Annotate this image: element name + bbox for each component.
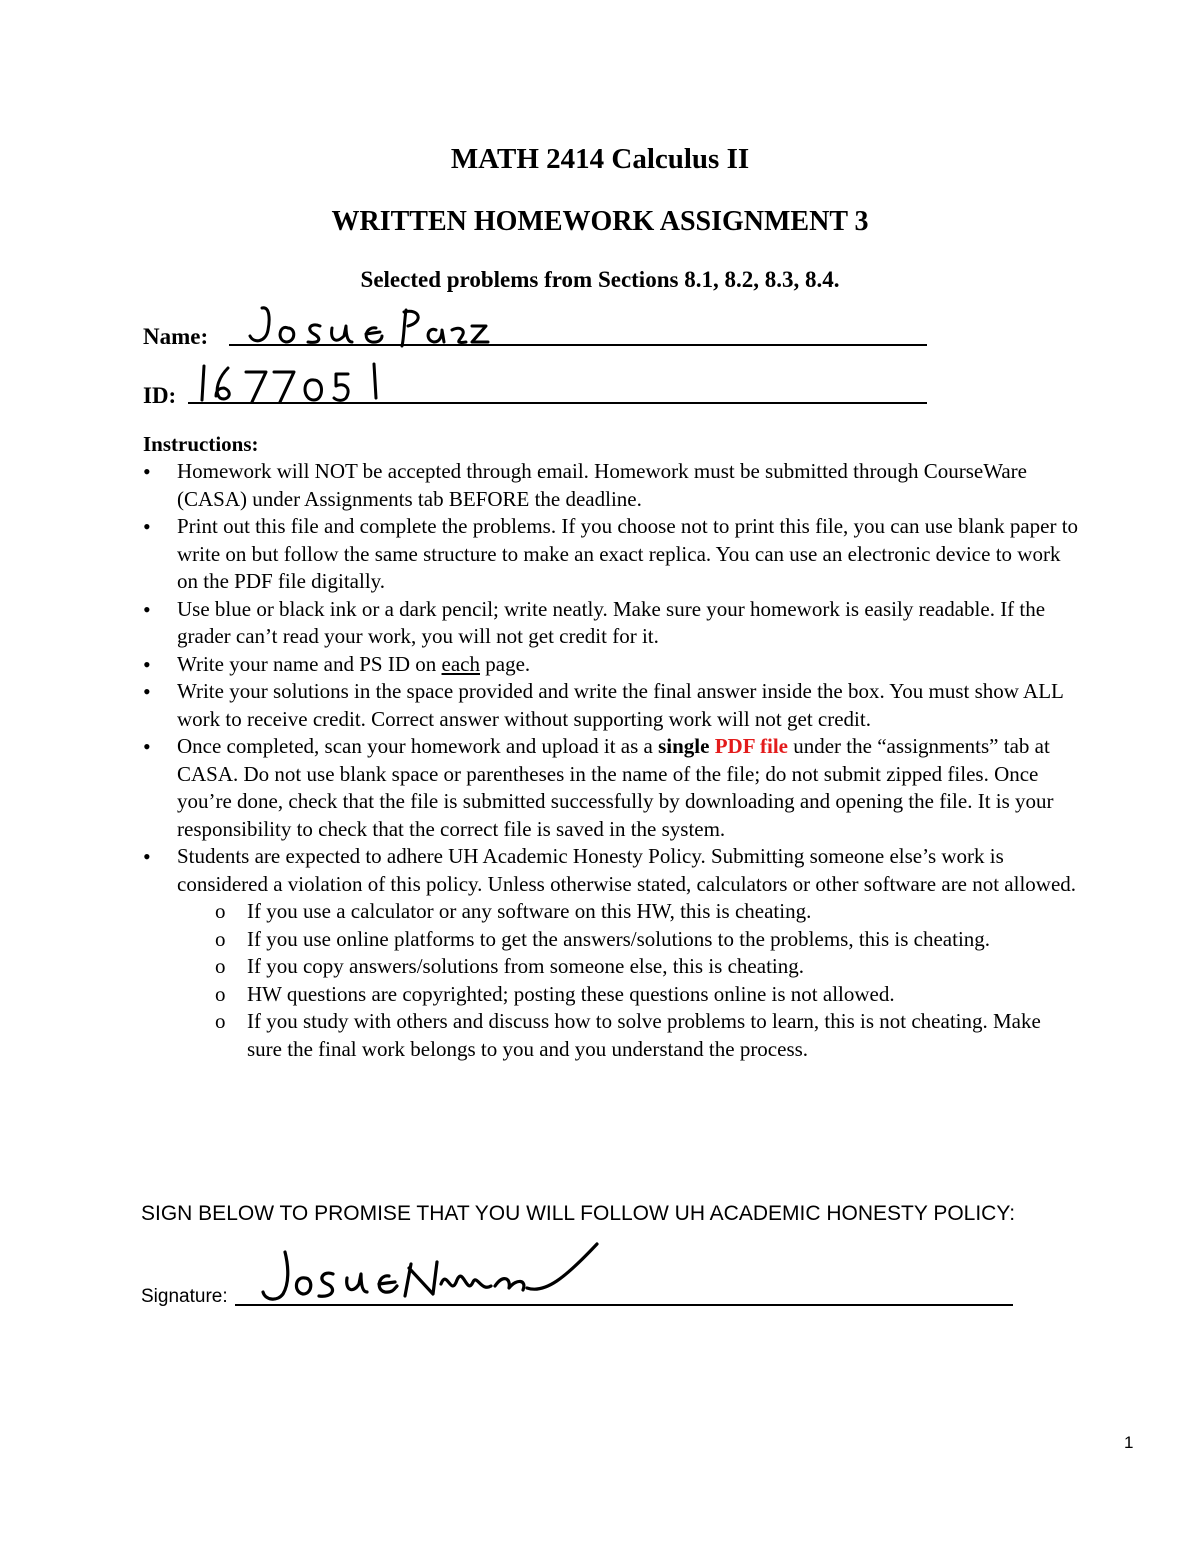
instruction-text: Homework will NOT be accepted through email. Homework must be submitted through CourseWare (CASA) under Assignments tab BEFORE the deadline. [177, 459, 1027, 511]
instruction-text: Use blue or black ink or a dark pencil; write neatly. Make sure your homework is easily readable. If the grader can’t read your work, you will not get credit for it. [177, 596, 1046, 648]
assignment-title: WRITTEN HOMEWORK ASSIGNMENT 3 [331, 206, 869, 237]
honesty-sublist [177, 898, 1081, 1063]
sections-subtitle: Selected problems from Sections 8.1, 8.2, 8.3, 8.4. [360, 267, 840, 292]
instruction-text: Students are expected to adhere UH Academic Honesty Policy. Submitting someone else’s work is considered a violation of this policy. Unless otherwise stated, calculators or other software are not allowed. [177, 844, 1077, 896]
sub-item-text: If you study with others and discuss how to solve problems to learn, this is not cheating. Make sure the final work belongs to you and you understand the process. [247, 1009, 1041, 1061]
instruction-text: Print out this file and complete the problems. If you choose not to print this file, you can use blank paper to write on but follow the same structure to make an exact replica. You can use an electronic device to work on the PDF file digitally. [177, 514, 1079, 593]
name-label: Name: [143, 324, 209, 349]
instructions-list [141, 458, 1081, 1063]
underlined-word: each [441, 651, 480, 676]
sub-list-item [177, 981, 1081, 1009]
bold-word: single [658, 734, 710, 758]
sub-list-item [177, 926, 1081, 954]
list-item [141, 596, 1081, 651]
instruction-text: Write your solutions in the space provided and write the final answer inside the box. You must show ALL work to receive credit. Correct answer without supporting work will not get credit. [177, 679, 1064, 731]
sub-item-text: If you use online platforms to get the answers/solutions to the problems, this is cheating. [247, 926, 991, 951]
list-item [141, 651, 1081, 679]
course-title: MATH 2414 Calculus II [450, 143, 750, 175]
list-item [141, 513, 1081, 596]
id-label: ID: [143, 383, 177, 408]
list-item [141, 733, 1081, 843]
list-item [141, 678, 1081, 733]
instruction-text: under the “assignments” tab at CASA. Do not use blank space or parentheses in the name of the file; do not submit zipped files. Once you’re done, check that the file is submitted successfully by downloading and opening the file. It is your responsibility to check that the correct file is saved in the system. [177, 734, 1054, 841]
sub-list-item [177, 898, 1081, 926]
sub-item-text: If you copy answers/solutions from someone else, this is cheating. [247, 954, 804, 978]
id-handwriting [190, 358, 400, 408]
instruction-text: Once completed, scan your homework and upload it as a [177, 734, 659, 758]
sub-list-item [177, 953, 1081, 981]
sub-item-text: HW questions are copyrighted; posting these questions online is not allowed. [247, 981, 895, 1006]
signature-handwriting [255, 1238, 605, 1313]
name-handwriting [240, 300, 490, 355]
pdf-file-emphasis: PDF file [714, 734, 788, 758]
instruction-text: Write your name and PS ID on [177, 651, 442, 676]
signature-label: Signature: [141, 1286, 228, 1307]
honesty-pledge-prompt: SIGN BELOW TO PROMISE THAT YOU WILL FOLLOW UH ACADEMIC HONESTY POLICY: [141, 1202, 1016, 1225]
list-item [141, 843, 1081, 1063]
instructions-heading: Instructions: [143, 432, 259, 456]
sub-list-item [177, 1008, 1081, 1063]
page-number: 1 [1124, 1433, 1134, 1452]
instruction-text: page. [480, 651, 531, 676]
sub-item-text: If you use a calculator or any software on this HW, this is cheating. [247, 899, 812, 923]
list-item [141, 458, 1081, 513]
